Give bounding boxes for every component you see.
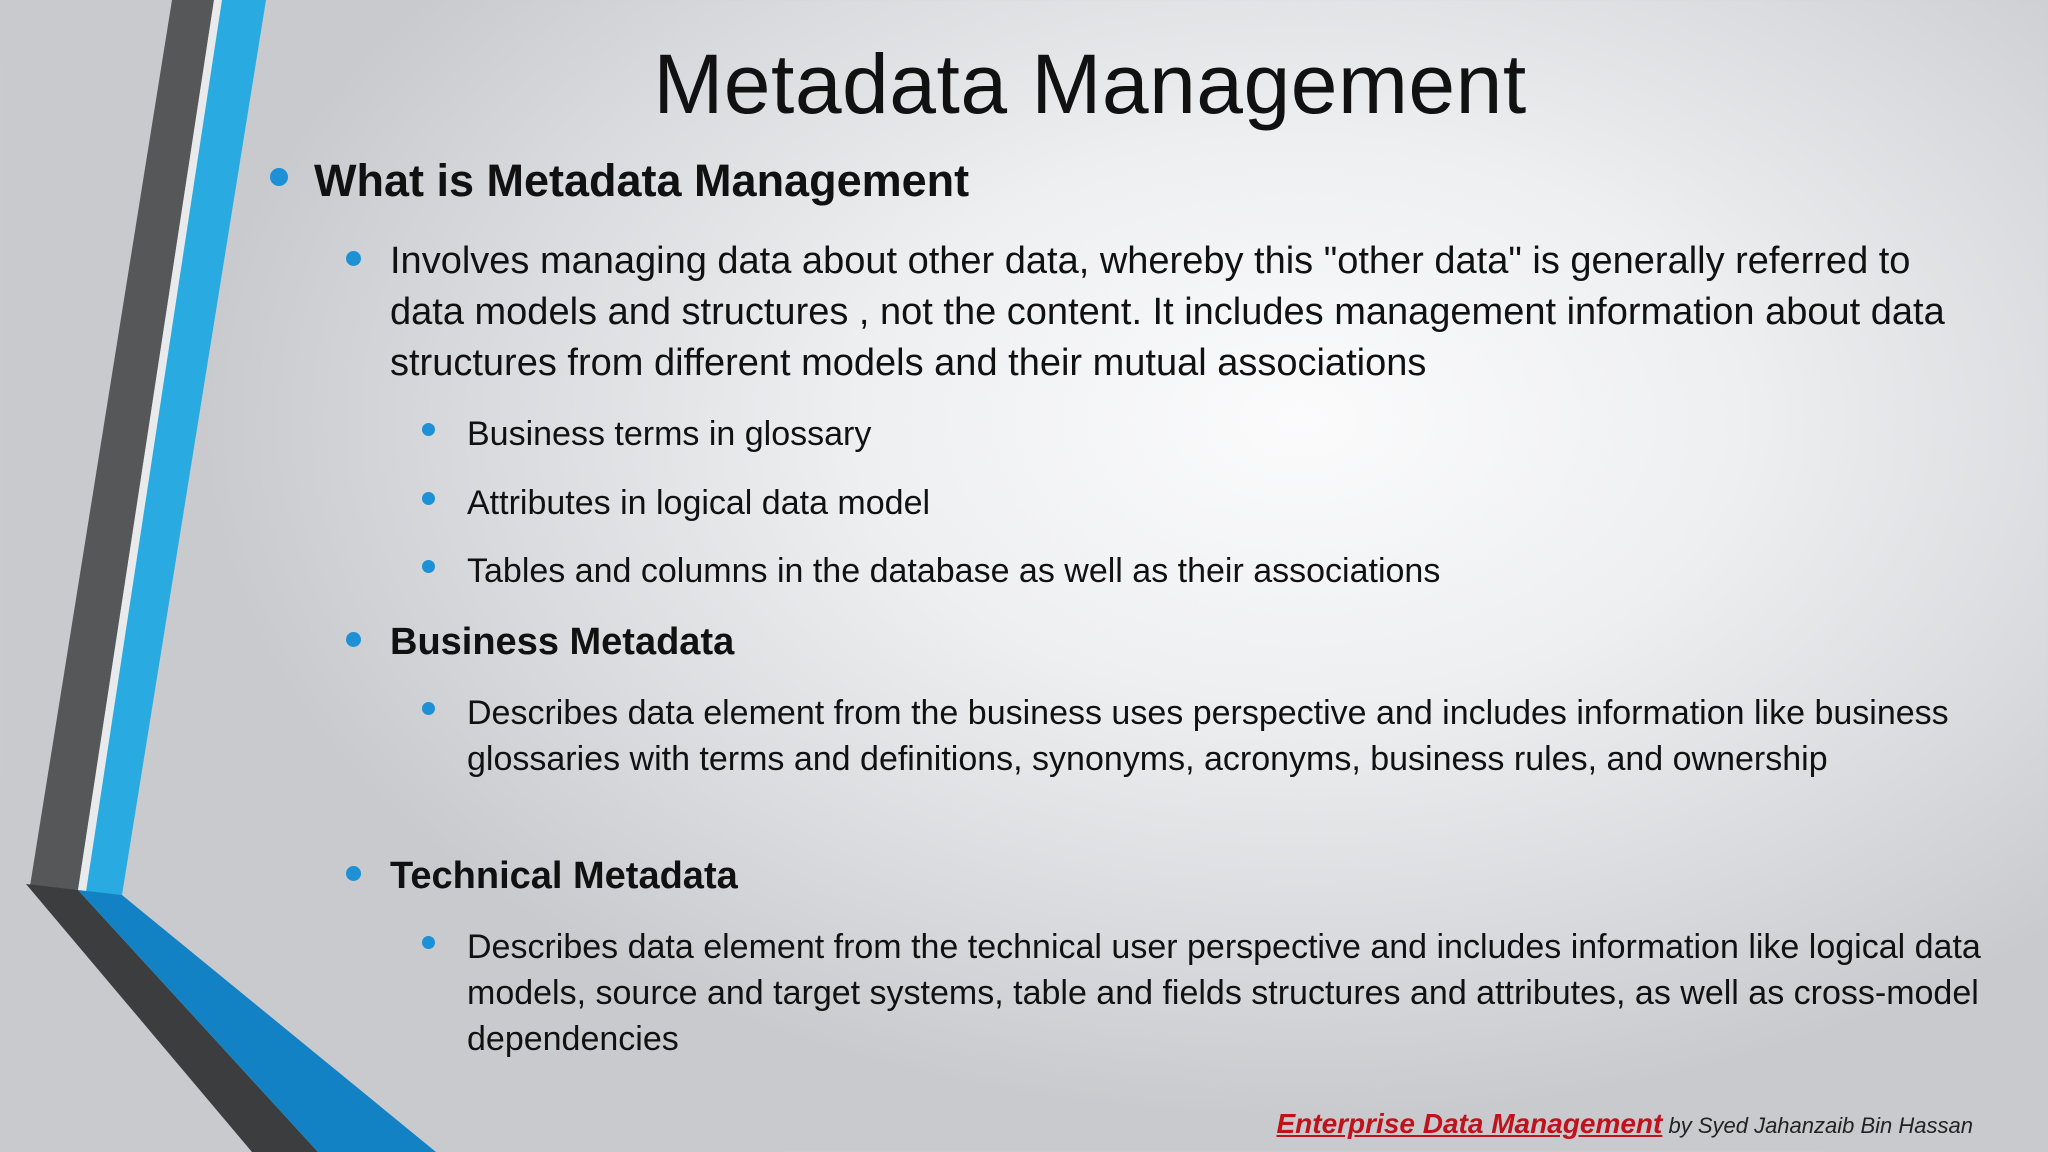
bullet-text: What is Metadata Management	[314, 155, 970, 206]
footer-credit	[1276, 1108, 1973, 1140]
white-gap-stripe	[78, 0, 222, 892]
bullet-dot	[270, 168, 288, 186]
bullet-dot	[346, 866, 361, 881]
page-title: Metadata Management	[653, 37, 1527, 131]
footer-author: by Syed Jahanzaib Bin Hassan	[1662, 1113, 1973, 1138]
sub-bullet-attributes	[467, 480, 2007, 526]
bullet-text: Tables and columns in the database as well as their associations	[467, 552, 1441, 590]
bullet-dot	[422, 936, 435, 949]
bullet-text: Business Metadata	[390, 621, 735, 663]
bullet-dot	[422, 423, 435, 436]
sub-bullet-business-desc	[467, 690, 2007, 782]
bullet-business-metadata	[390, 617, 1990, 668]
sub-bullet-technical-desc	[467, 924, 2007, 1062]
bullet-involves	[390, 236, 1990, 389]
footer-link[interactable]: Enterprise Data Management	[1276, 1108, 1663, 1139]
bullet-text: Attributes in logical data model	[467, 484, 931, 522]
bullet-what-is	[314, 154, 969, 208]
bullet-text: Involves managing data about other data, whereby this "other data" is generally referred to data models and structures , not the content. It includes management information about data structures from different models and their mutual associations	[390, 240, 1945, 384]
bullet-text: Describes data element from the business uses perspective and includes information like business glossaries with terms and definitions, synonyms, acronyms, business rules, and ownership	[467, 694, 1949, 778]
bullet-text: Business terms in glossary	[467, 415, 872, 453]
sub-bullet-business-terms	[467, 411, 2007, 457]
sub-bullet-tables	[467, 548, 2007, 594]
gray-diagonal	[26, 884, 318, 1152]
bullet-text: Technical Metadata	[390, 855, 738, 897]
bullet-dot	[422, 702, 435, 715]
bullet-dot	[422, 560, 435, 573]
bullet-text: Describes data element from the technical user perspective and includes information like logical data models, source and target systems, table and fields structures and attributes, as well as cross-model dependencies	[467, 928, 1981, 1058]
bullet-technical-metadata	[390, 851, 1990, 902]
bullet-dot	[422, 492, 435, 505]
bullet-dot	[346, 251, 361, 266]
bullet-dot	[346, 632, 361, 647]
